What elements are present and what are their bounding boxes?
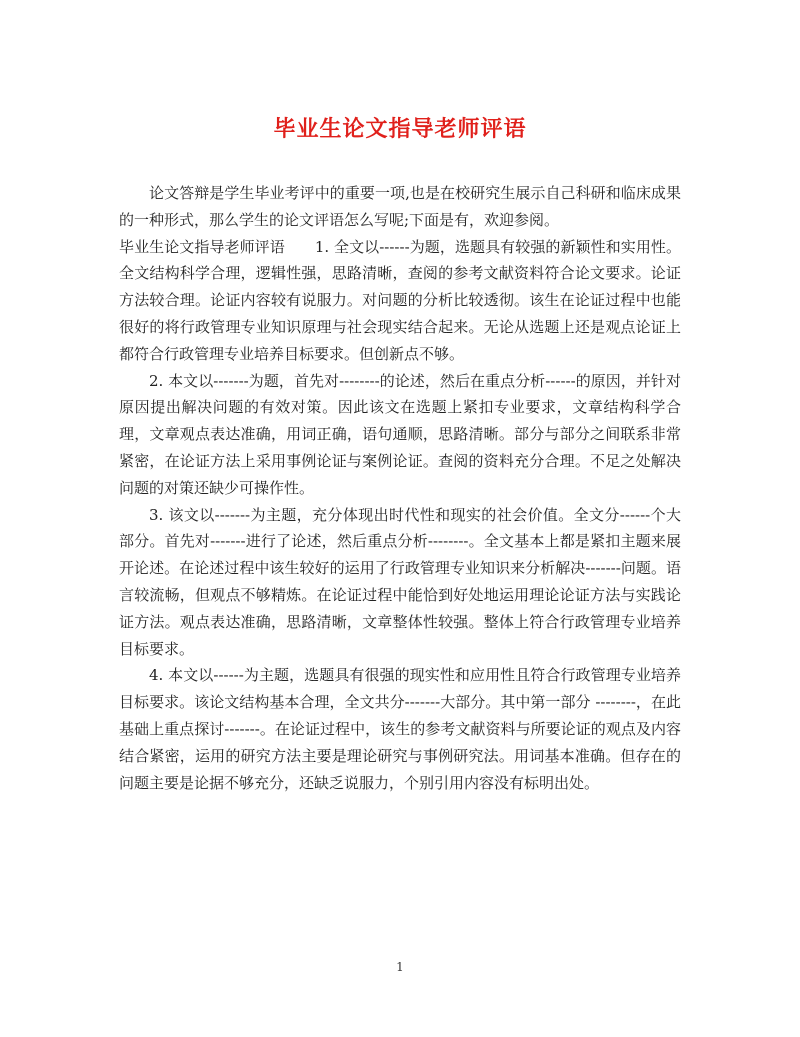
intro-paragraph: 论文答辩是学生毕业考评中的重要一项,也是在校研究生展示自己科研和临床成果的一种形式，那么学生的论文评语怎么写呢;下面是有，欢迎参阅。 [119, 184, 681, 229]
subheading: 毕业生论文指导老师评语 [119, 237, 285, 256]
page-number: 1 [396, 960, 404, 974]
item-3-paragraph: 3. 该文以-------为主题，充分体现出时代性和现实的社会价值。全文分------个大部分。首先对-------进行了论述，然后重点分析--------。全文基本上都是紧扣主题来展开论述。在论述过程中该生较好的运用了行政管理专业知识来分析解决-------问题。语言较流畅，但观点不够精炼。在论证过程中能恰到好处地运用理论论证方法与实践论证方法。观点表达准确，思路清晰，文章整体性较强。整体上符合行政管理专业培养目标要求。 [119, 505, 681, 658]
item-2-paragraph: 2. 本文以-------为题，首先对--------的论述，然后在重点分析------的原因，并针对原因提出解决问题的有效对策。因此该文在选题上紧扣专业要求，文章结构科学合理，文章观点表达准确，用词正确，语句通顺，思路清晰。部分与部分之间联系非常紧密，在论证方法上采用事例论证与案例论证。查阅的资料充分合理。不足之处解决问题的对策还缺少可操作性。 [119, 371, 681, 497]
item-1-paragraph [119, 234, 681, 368]
document-body [119, 180, 681, 796]
item-4-paragraph: 4. 本文以------为主题，选题具有很强的现实性和应用性且符合行政管理专业培养目标要求。该论文结构基本合理，全文共分-------大部分。其中第一部分 --------，在此基础上重点探讨-------。在论证过程中，该生的参考文献资料与所要论证的观点及内容结合紧密，运用的研究方法主要是理论研究与事例研究法。用词基本准确。但存在的问题主要是论据不够充分，还缺乏说服力，个别引用内容没有标明出处。 [119, 666, 681, 792]
item-1-text: 1. 全文以------为题，选题具有较强的新颖性和实用性。全文结构科学合理，逻辑性强，思路清晰，查阅的参考文献资料符合论文要求。论证方法较合理。论证内容较有说服力。对问题的分析比较透彻。该生在论证过程中也能很好的将行政管理专业知识原理与社会现实结合起来。无论从选题上还是观点论证上都符合行政管理专业培养目标要求。但创新点不够。 [119, 237, 681, 363]
document-title: 毕业生论文指导老师评语 [273, 116, 527, 142]
